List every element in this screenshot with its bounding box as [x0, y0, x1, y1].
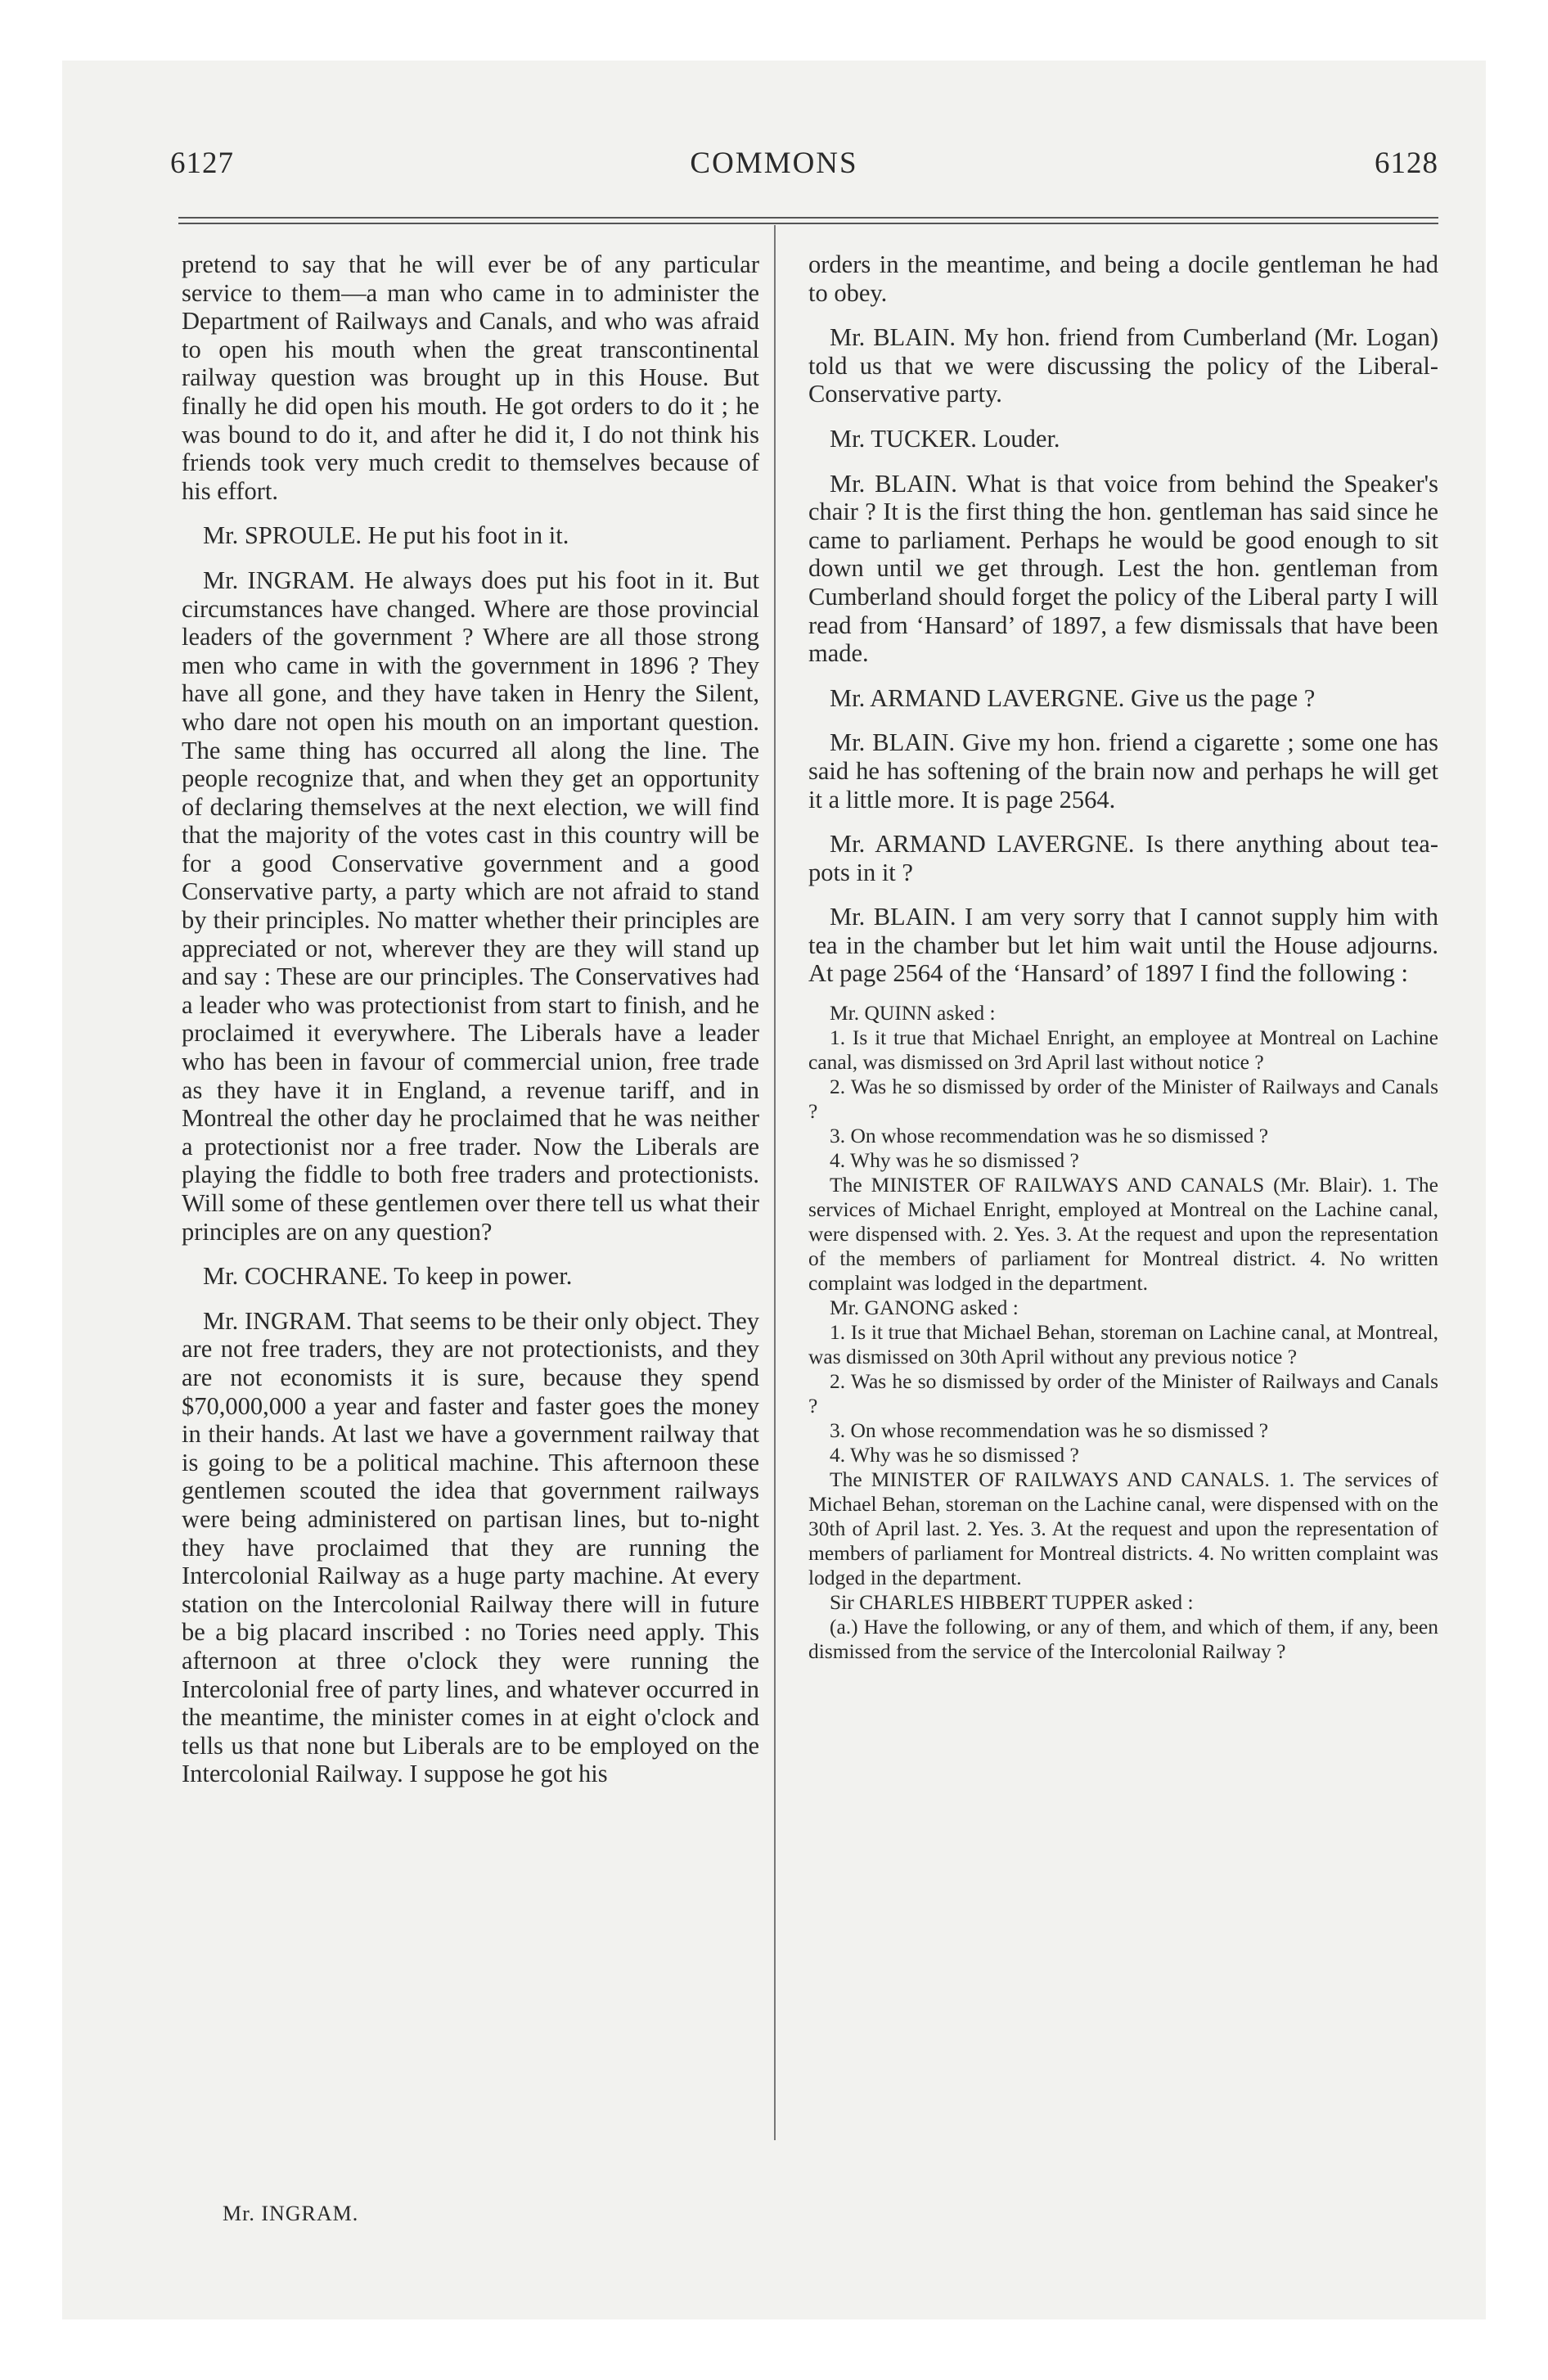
- continuation-speaker: Mr. INGRAM.: [223, 2202, 359, 2225]
- quoted-paragraph: 3. On whose recommendation was he so dismissed ?: [830, 1124, 1269, 1148]
- paragraph: Mr. ARMAND LAVERGNE. Give us the page ?: [830, 683, 1316, 712]
- quoted-paragraph: 2. Was he so dismissed by order of the Minister of Railways and Canals ?: [808, 1075, 1438, 1124]
- left-column: [182, 250, 759, 1788]
- quoted-paragraph: Mr. GANONG asked :: [830, 1296, 1019, 1320]
- running-title: COMMONS: [690, 146, 858, 180]
- quoted-paragraph: Sir CHARLES HIBBERT TUPPER asked :: [830, 1590, 1194, 1615]
- paragraph: orders in the meantime, and being a docile gentleman he had to obey.: [808, 250, 1438, 307]
- quoted-paragraph: Mr. QUINN asked :: [830, 1001, 996, 1025]
- quoted-paragraph: 4. Why was he so dismissed ?: [830, 1443, 1079, 1467]
- quoted-paragraph: The MINISTER OF RAILWAYS AND CANALS. 1. The services of Michael Behan, storeman on the Lachine canal, were dispensed with on the 30th of April last. 2. Yes. 3. At the request and upon the representation of members of parliament for Montreal districts. 4. No written complaint was lodged in the department.: [808, 1467, 1438, 1590]
- quoted-paragraph: 2. Was he so dismissed by order of the Minister of Railways and Canals ?: [808, 1369, 1438, 1418]
- header-rule: [178, 217, 1438, 224]
- paragraph: Mr. COCHRANE. To keep in power.: [203, 1262, 573, 1291]
- paragraph: Mr. INGRAM. That seems to be their only object. They are not free traders, they are not protectionists, and they are not economists it is sure, because they spend $70,000,000 a year and faster and faster goes the money in their hands. At last we have a government railway that is going to be a political machine. This afternoon these gentlemen scouted the idea that government railways were being administered on partisan lines, but to-night they have proclaimed that they are running the Intercolonial Railway as a huge party machine. At every station on the Intercolonial Railway there will in future be a big placard inscribed : no Tories need apply. This afternoon at three o'clock they were running the Intercolonial free of party lines, and whatever occurred in the meantime, the minister comes in at eight o'clock and tells us that none but Liberals are to be employed on the Intercolonial Railway. I suppose he got his: [182, 1306, 759, 1788]
- column-divider: [774, 225, 776, 2140]
- quoted-paragraph: 4. Why was he so dismissed ?: [830, 1148, 1079, 1173]
- paragraph: Mr. BLAIN. Give my hon. friend a cigarette ; some one has said he has softening of the brain now and perhaps he will get it a little more. It is page 2564.: [808, 728, 1438, 814]
- paragraph: pretend to say that he will ever be of any particular service to them—a man who came in to administer the Department of Railways and Canals, and who was afraid to open his mouth when the great transcontinental railway question was brought up in this House. But finally he did open his mouth. He got orders to do it ; he was bound to do it, and after he did it, I do not think his friends took very much credit to themselves because of his effort.: [182, 250, 759, 505]
- paragraph: Mr. TUCKER. Louder.: [830, 424, 1060, 453]
- page-number-left: 6127: [170, 146, 234, 180]
- paragraph: Mr. BLAIN. What is that voice from behind the Speaker's chair ? It is the first thing the hon. gentleman has said since he came to parliament. Perhaps he would be good enough to sit down until we get through. Lest the hon. gentleman from Cumberland should forget the policy of the Liberal party I will read from ‘Hansard’ of 1897, a few dismissals that have been made.: [808, 469, 1438, 668]
- paragraph: Mr. ARMAND LAVERGNE. Is there anything about tea-pots in it ?: [808, 830, 1438, 886]
- right-column: [808, 250, 1438, 1664]
- quoted-paragraph: The MINISTER OF RAILWAYS AND CANALS (Mr. Blair). 1. The services of Michael Enright, employed at Montreal on the Lachine canal, were dispensed with. 2. Yes. 3. At the request and upon the representation of the members of parliament for Montreal district. 4. No written complaint was lodged in the department.: [808, 1173, 1438, 1296]
- quoted-paragraph: 1. Is it true that Michael Enright, an employee at Montreal on Lachine canal, was dismissed on 3rd April last without notice ?: [808, 1025, 1438, 1075]
- page-header: [110, 146, 1438, 195]
- page-number-right: 6128: [1375, 146, 1438, 180]
- paragraph: Mr. SPROULE. He put his foot in it.: [203, 521, 569, 550]
- quoted-paragraph: (a.) Have the following, or any of them, and which of them, if any, been dismissed from the service of the Intercolonial Railway ?: [808, 1615, 1438, 1664]
- paragraph: Mr. BLAIN. My hon. friend from Cumberland (Mr. Logan) told us that we were discussing the policy of the Liberal-Conservative party.: [808, 323, 1438, 408]
- quoted-paragraph: 3. On whose recommendation was he so dismissed ?: [830, 1418, 1269, 1443]
- quoted-paragraph: 1. Is it true that Michael Behan, storeman on Lachine canal, at Montreal, was dismissed on 30th April without any previous notice ?: [808, 1320, 1438, 1369]
- paragraph: Mr. INGRAM. He always does put his foot in it. But circumstances have changed. Where are those provincial leaders of the government ? Where are all those strong men who came in with the government in 1896 ? They have all gone, and they have taken in Henry the Silent, who dare not open his mouth on an important question. The same thing has occurred all along the line. The people recognize that, and when they get an opportunity of declaring themselves at the next election, we will find that the majority of the votes cast in this country will be for a good Conservative government and a good Conservative party, a party which are not afraid to stand by their principles. No matter whether their principles are appreciated or not, wherever they are they will stand up and say : These are our principles. The Conservatives had a leader who was protectionist from start to finish, and he proclaimed it everywhere. The Liberals have a leader who has been in favour of commercial union, free trade as they have it in England, a revenue tariff, and in Montreal the other day he proclaimed that he was neither a protectionist nor a free trader. Now the Liberals are playing the fiddle to both free traders and protectionists. Will some of these gentlemen over there tell us what their principles are on any question?: [182, 566, 759, 1246]
- paragraph: Mr. BLAIN. I am very sorry that I cannot supply him with tea in the chamber but let him wait until the House adjourns. At page 2564 of the ‘Hansard’ of 1897 I find the following :: [808, 903, 1438, 988]
